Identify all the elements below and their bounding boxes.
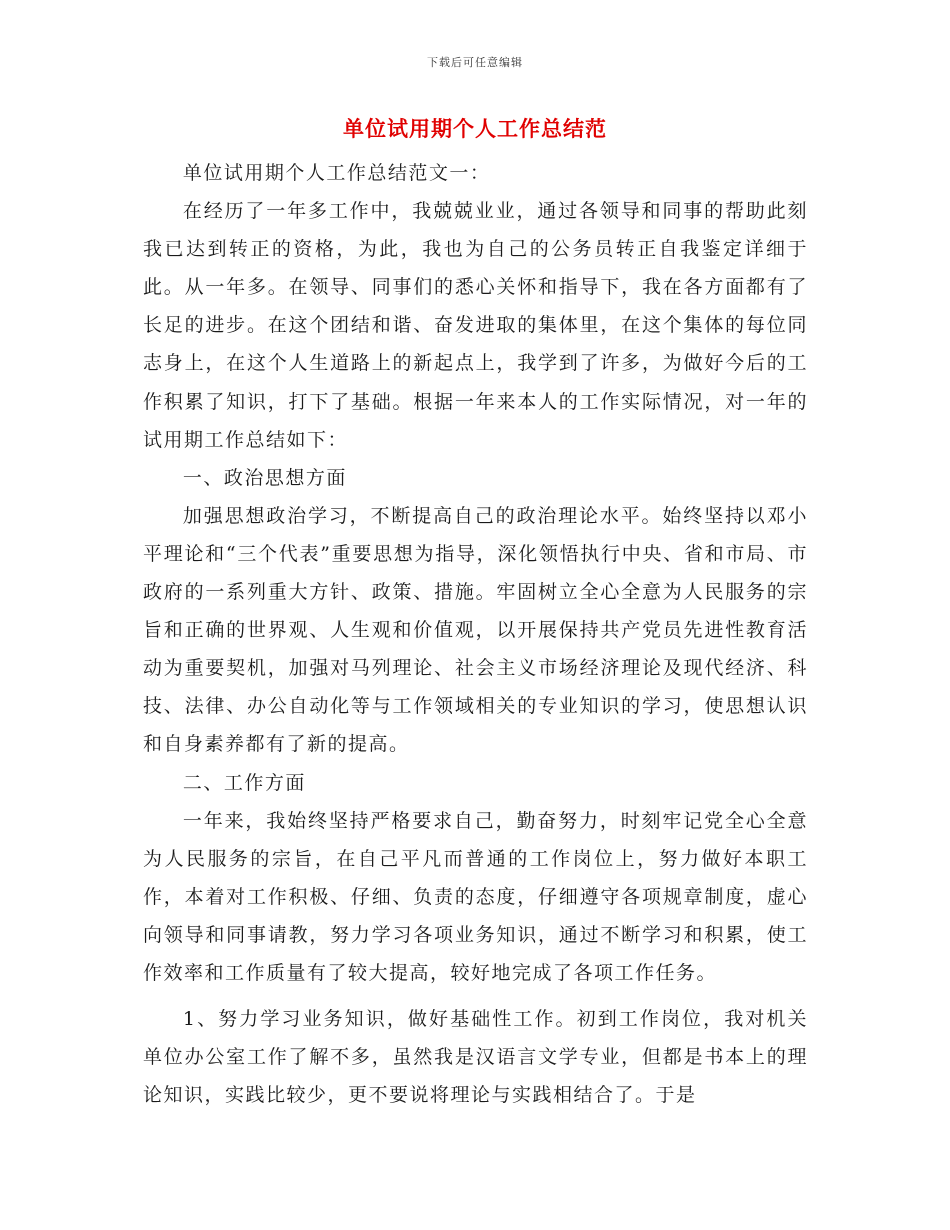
section-heading-political: 一、政治思想方面 (182, 466, 347, 489)
document-body (143, 154, 808, 1114)
section-heading-work: 二、工作方面 (182, 771, 306, 794)
paragraph-intro: 单位试用期个人工作总结范文一： (182, 162, 491, 184)
document-title: 单位试用期个人工作总结范 (343, 117, 607, 141)
paragraph-work: 一年来，我始终坚持严格要求自己，勤奋努力，时刻牢记党全心全意为人民服务的宗旨，在自己平凡而普通的工作岗位上，努力做好本职工作，本着对工作积极、仔细、负责的态度，仔细遵守各项规章制度，虚心向领导和同事请教，努力学习各项业务知识，通过不断学习和积累，使工作效率和工作质量有了较大提高，较好地完成了各项工作任务。 (143, 809, 808, 984)
header-note: 下载后可任意编辑 (427, 56, 523, 69)
paragraph-study: 1、努力学习业务知识，做好基础性工作。初到工作岗位，我对机关单位办公室工作了解不多，虽然我是汉语言文学专业，但都是书本上的理论知识，实践比较少，更不要说将理论与实践相结合了。于是 (143, 1008, 808, 1107)
paragraph-political: 加强思想政治学习，不断提高自己的政治理论水平。始终坚持以邓小平理论和“三个代表”重要思想为指导，深化领悟执行中央、省和市局、市政府的一系列重大方针、政策、措施。牢固树立全心全意为人民服务的宗旨和正确的世界观、人生观和价值观，以开展保持共产党员先进性教育活动为重要契机，加强对马列理论、社会主义市场经济理论及现代经济、科技、法律、办公自动化等与工作领域相关的专业知识的学习，使思想认识和自身素养都有了新的提高。 (143, 504, 808, 756)
paragraph-overview: 在经历了一年多工作中，我兢兢业业，通过各领导和同事的帮助此刻我已达到转正的资格，为此，我也为自己的公务员转正自我鉴定详细于此。从一年多。在领导、同事们的悉心关怀和指导下，我在各方面都有了长足的进步。在这个团结和谐、奋发进取的集体里，在这个集体的每位同志身上，在这个人生道路上的新起点上，我学到了许多，为做好今后的工作积累了知识，打下了基础。根据一年来本人的工作实际情况，对一年的试用期工作总结如下： (143, 200, 808, 451)
